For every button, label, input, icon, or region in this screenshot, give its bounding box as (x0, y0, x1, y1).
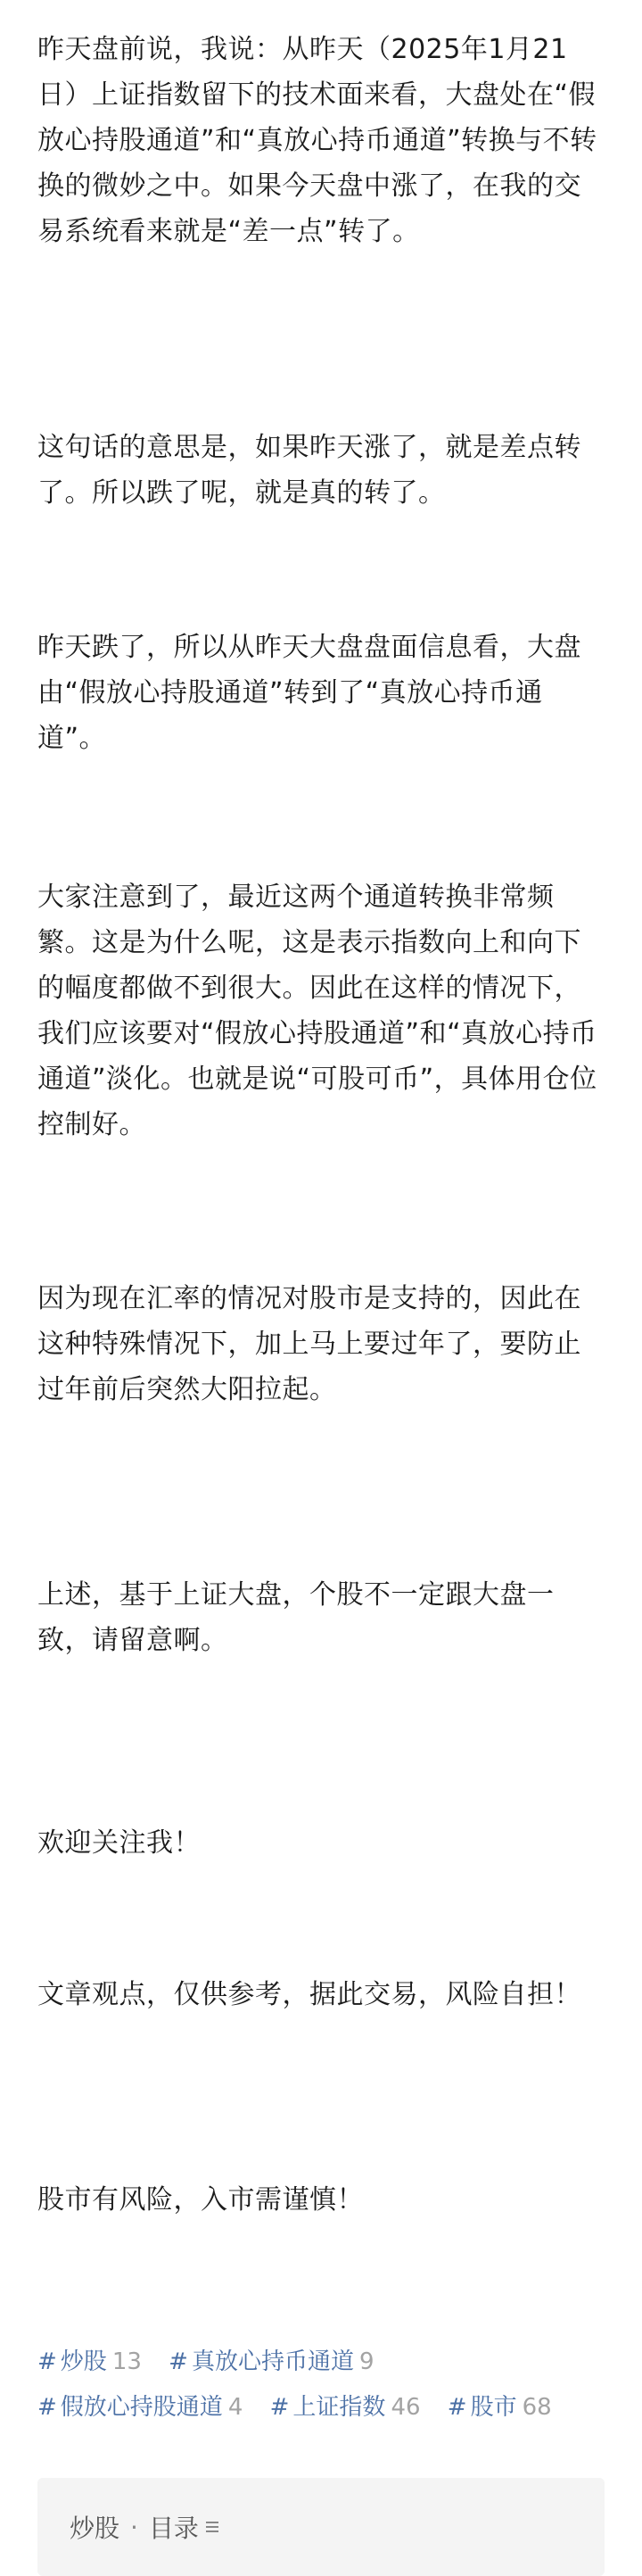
topic-tag[interactable]: # 炒股 13 (37, 2348, 142, 2375)
topic-tag[interactable]: # 假放心持股通道 4 (37, 2394, 243, 2421)
topic-tag[interactable]: # 股市 68 (447, 2394, 552, 2421)
catalog-bar[interactable] (37, 2478, 605, 2576)
topic-tag-name: 真放心持币通道 (191, 2348, 354, 2375)
paragraph: 因为现在汇率的情况对股市是支持的，因此在这种特殊情况下，加上马上要过年了，要防止过年前后突然大阳拉起。 (37, 1283, 581, 1405)
topic-tag[interactable]: # 上证指数 46 (269, 2394, 421, 2421)
topic-tag-count: 46 (391, 2394, 421, 2421)
topic-tag-name: 假放心持股通道 (60, 2394, 223, 2421)
paragraph: 股市有风险，入市需谨慎！ (37, 2184, 364, 2216)
paragraph: 文章观点，仅供参考，据此交易，风险自担！ (37, 1979, 581, 2010)
paragraph: 上述，基于上证大盘，个股不一定跟大盘一致，请留意啊。 (37, 1579, 555, 1656)
paragraph: 欢迎关注我！ (37, 1827, 201, 1859)
paragraph: 昨天盘前说，我说：从昨天（2025年1月21日）上证指数留下的技术面来看，大盘处在“假放心持股通道”和“真放心持币通道”转换与不转换的微妙之中。如果今天盘中涨了，在我的交易系统看来就是“差一点”转了。 (37, 34, 597, 247)
topic-tag[interactable]: # 真放心持币通道 9 (169, 2348, 374, 2375)
topic-tag-name: 炒股 (60, 2348, 107, 2375)
topic-tag-name: 上证指数 (292, 2394, 386, 2421)
paragraph: 这句话的意思是，如果昨天涨了，就是差点转了。所以跌了呢，就是真的转了。 (37, 432, 581, 509)
paragraph: 昨天跌了，所以从昨天大盘盘面信息看，大盘由“假放心持股通道”转到了“真放心持币通道”。 (37, 632, 581, 754)
topic-tag-name: 股市 (470, 2394, 517, 2421)
topic-tag-count: 9 (358, 2348, 374, 2375)
topic-tags (37, 2340, 617, 2431)
menu-icon (206, 2522, 218, 2532)
catalog-topic: 炒股 (70, 2514, 120, 2543)
paragraph: 大家注意到了，最近这两个通道转换非常频繁。这是为什么呢，这是表示指数向上和向下的幅度都做不到很大。因此在这样的情况下，我们应该要对“假放心持股通道”和“真放心持币通道”淡化。也就是说“可股可币”，具体用仓位控制好。 (37, 882, 597, 1140)
topic-tag-count: 13 (111, 2348, 142, 2375)
catalog-separator: · (130, 2512, 138, 2542)
topic-tag-count: 68 (522, 2394, 552, 2421)
topic-tag-count: 4 (227, 2394, 243, 2421)
catalog-label: 目录 (148, 2514, 199, 2543)
